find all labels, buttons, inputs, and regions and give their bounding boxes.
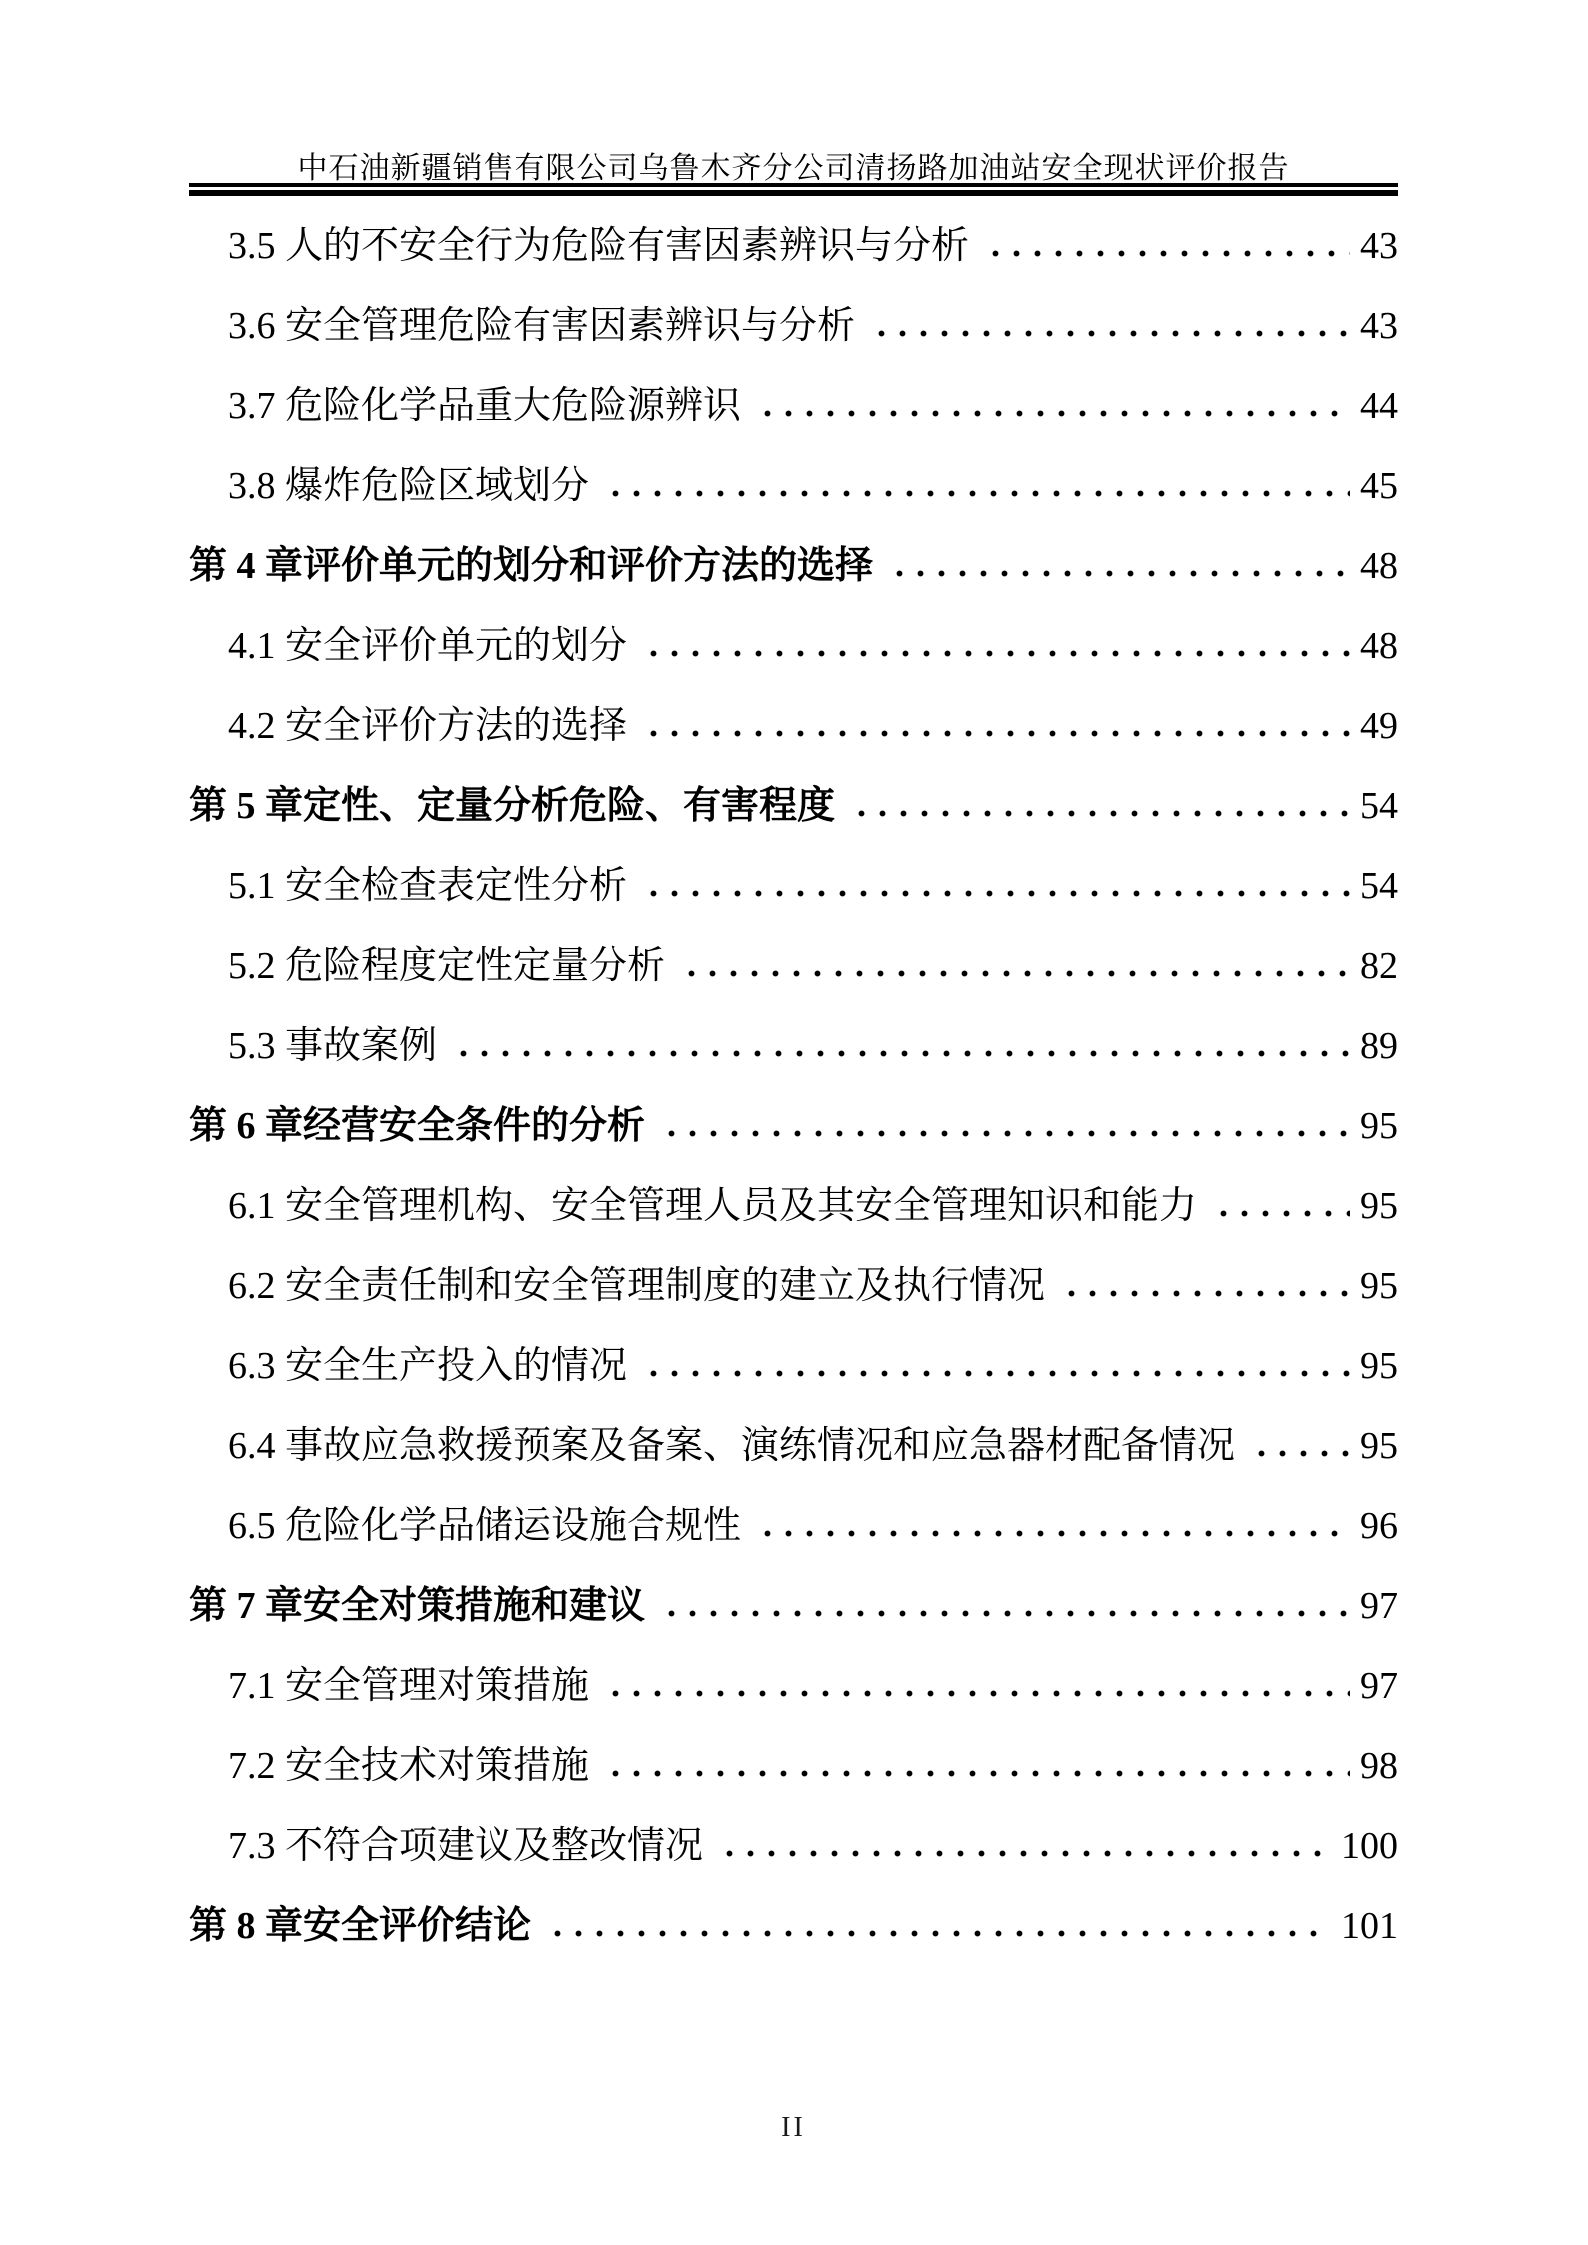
toc-entry-page-number: 95 (1360, 1185, 1398, 1227)
toc-entry-page-number: 82 (1360, 945, 1398, 987)
toc-entry-label: 6.2 安全责任制和安全管理制度的建立及执行情况 (228, 1265, 1046, 1307)
toc-entry-page-number: 100 (1341, 1825, 1398, 1867)
dot-leader (601, 1769, 1350, 1778)
toc-entry-page-number: 96 (1360, 1505, 1398, 1547)
dot-leader (847, 809, 1350, 818)
toc-entry-page-number: 97 (1360, 1585, 1398, 1627)
toc-entry[interactable] (189, 1886, 1398, 1966)
dot-leader (639, 649, 1350, 658)
page-number: II (781, 2112, 806, 2143)
dot-leader (639, 1369, 1350, 1378)
toc-entry[interactable] (189, 1726, 1398, 1806)
toc-entry[interactable] (189, 1406, 1398, 1486)
toc-entry[interactable] (189, 1246, 1398, 1326)
toc-entry[interactable] (189, 446, 1398, 526)
toc-entry-page-number: 43 (1360, 225, 1398, 267)
toc-entry-label: 第 5 章定性、定量分析危险、有害程度 (189, 785, 836, 827)
toc-entry[interactable] (189, 926, 1398, 1006)
toc-entry[interactable] (189, 286, 1398, 366)
dot-leader (1209, 1209, 1350, 1218)
toc-entry[interactable] (189, 686, 1398, 766)
toc-entry-label: 6.5 危险化学品储运设施合规性 (228, 1505, 742, 1547)
toc-entry-page-number: 48 (1360, 545, 1398, 587)
toc-entry-label: 5.3 事故案例 (228, 1025, 438, 1067)
table-of-contents (189, 206, 1398, 1966)
toc-entry-label: 6.3 安全生产投入的情况 (228, 1345, 628, 1387)
toc-entry-page-number: 45 (1360, 465, 1398, 507)
toc-entry[interactable] (189, 526, 1398, 606)
toc-entry[interactable] (189, 846, 1398, 926)
toc-entry-page-number: 43 (1360, 305, 1398, 347)
toc-entry-label: 3.5 人的不安全行为危险有害因素辨识与分析 (228, 225, 970, 267)
toc-entry[interactable] (189, 1486, 1398, 1566)
toc-entry-label: 7.2 安全技术对策措施 (228, 1745, 590, 1787)
toc-entry-label: 6.1 安全管理机构、安全管理人员及其安全管理知识和能力 (228, 1185, 1198, 1227)
dot-leader (639, 729, 1350, 738)
toc-entry[interactable] (189, 1166, 1398, 1246)
toc-entry[interactable] (189, 766, 1398, 846)
toc-entry-label: 3.8 爆炸危险区域划分 (228, 465, 590, 507)
toc-entry[interactable] (189, 366, 1398, 446)
toc-entry-label: 6.4 事故应急救援预案及备案、演练情况和应急器材配备情况 (228, 1425, 1236, 1467)
document-header-title: 中石油新疆销售有限公司乌鲁木齐分公司清扬路加油站安全现状评价报告 (297, 152, 1290, 185)
toc-entry-page-number: 95 (1360, 1425, 1398, 1467)
toc-entry-page-number: 95 (1360, 1105, 1398, 1147)
toc-entry[interactable] (189, 206, 1398, 286)
dot-leader (981, 249, 1350, 258)
toc-entry-page-number: 98 (1360, 1745, 1398, 1787)
toc-entry-page-number: 89 (1360, 1025, 1398, 1067)
toc-entry-label: 3.7 危险化学品重大危险源辨识 (228, 385, 742, 427)
toc-entry[interactable] (189, 1006, 1398, 1086)
toc-entry-label: 4.2 安全评价方法的选择 (228, 705, 628, 747)
toc-entry-label: 第 4 章评价单元的划分和评价方法的选择 (189, 545, 874, 587)
toc-entry-page-number: 101 (1341, 1905, 1398, 1947)
dot-leader (753, 1529, 1350, 1538)
dot-leader (1057, 1289, 1350, 1298)
toc-entry[interactable] (189, 1646, 1398, 1726)
toc-entry-page-number: 95 (1360, 1265, 1398, 1307)
toc-entry-page-number: 97 (1360, 1665, 1398, 1707)
toc-entry[interactable] (189, 1806, 1398, 1886)
dot-leader (715, 1849, 1331, 1858)
toc-entry-label: 5.2 危险程度定性定量分析 (228, 945, 666, 987)
toc-entry-label: 第 7 章安全对策措施和建议 (189, 1585, 646, 1627)
dot-leader (449, 1049, 1350, 1058)
toc-entry[interactable] (189, 1566, 1398, 1646)
toc-entry-page-number: 54 (1360, 865, 1398, 907)
toc-entry-label: 7.3 不符合项建议及整改情况 (228, 1825, 704, 1867)
toc-entry-page-number: 44 (1360, 385, 1398, 427)
dot-leader (867, 329, 1350, 338)
toc-entry-label: 3.6 安全管理危险有害因素辨识与分析 (228, 305, 856, 347)
toc-entry-page-number: 95 (1360, 1345, 1398, 1387)
dot-leader (657, 1129, 1350, 1138)
toc-entry-label: 4.1 安全评价单元的划分 (228, 625, 628, 667)
toc-entry-label: 5.1 安全检查表定性分析 (228, 865, 628, 907)
dot-leader (601, 489, 1350, 498)
dot-leader (601, 1689, 1350, 1698)
dot-leader (543, 1929, 1331, 1938)
header-double-rule (189, 183, 1398, 196)
toc-entry[interactable] (189, 606, 1398, 686)
toc-entry-page-number: 48 (1360, 625, 1398, 667)
toc-entry-label: 7.1 安全管理对策措施 (228, 1665, 590, 1707)
toc-entry[interactable] (189, 1086, 1398, 1166)
dot-leader (1247, 1449, 1350, 1458)
dot-leader (677, 969, 1350, 978)
toc-entry-page-number: 54 (1360, 785, 1398, 827)
toc-entry[interactable] (189, 1326, 1398, 1406)
toc-entry-label: 第 8 章安全评价结论 (189, 1905, 532, 1947)
dot-leader (885, 569, 1350, 578)
dot-leader (657, 1609, 1350, 1618)
toc-entry-label: 第 6 章经营安全条件的分析 (189, 1105, 646, 1147)
dot-leader (639, 889, 1350, 898)
toc-entry-page-number: 49 (1360, 705, 1398, 747)
dot-leader (753, 409, 1350, 418)
